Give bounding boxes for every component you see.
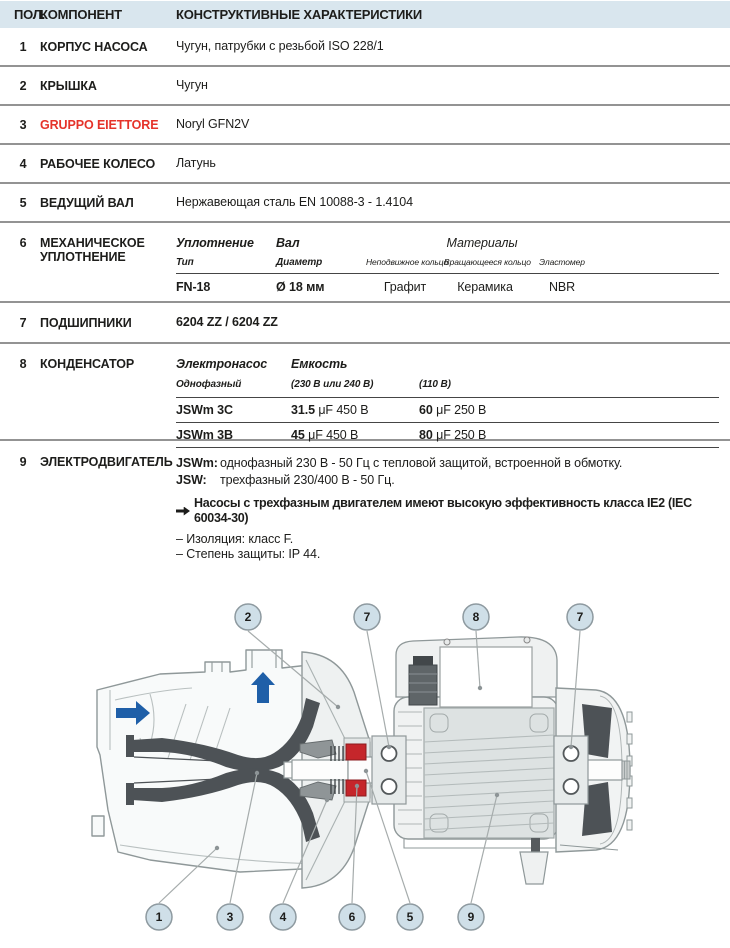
table-row — [0, 184, 730, 223]
component-value: Латунь — [176, 156, 216, 170]
component-label: КОРПУС НАСОСА — [40, 39, 148, 54]
callout-3 — [217, 904, 243, 930]
seal-material-value: Керамика — [457, 280, 513, 294]
component-label: МЕХАНИЧЕСКОЕ УПЛОТНЕНИЕ — [40, 236, 145, 264]
divider — [176, 447, 719, 448]
seal-subheader: Эластомер — [539, 257, 585, 267]
capacitor-subheader: (230 В или 240 В) — [291, 379, 374, 390]
capacitance-110v: 60 μF 250 В — [419, 403, 487, 417]
callout-1 — [146, 904, 172, 930]
capacitor-subtable — [176, 357, 719, 452]
seal-subtable — [176, 236, 719, 295]
divider — [176, 397, 719, 398]
capacitor-col-header: Электронасос — [176, 357, 268, 371]
seal-subheader: Диаметр — [276, 257, 323, 268]
divider — [176, 422, 719, 423]
component-label: КРЫШКА — [40, 78, 97, 93]
seal-subheader: Вращающееся кольцо — [444, 257, 531, 267]
callout-4 — [270, 904, 296, 930]
svg-text:3: 3 — [226, 910, 234, 924]
motor-spec-line: JSWm: однофазный 230 В - 50 Гц с тепловой защитой, встроенной в обмотку. — [176, 456, 623, 470]
component-label: РАБОЧЕЕ КОЛЕСО — [40, 156, 156, 171]
capacitance-230v: 45 μF 450 В — [291, 428, 359, 442]
capacitance-230v: 31.5 μF 450 В — [291, 403, 369, 417]
seal-materials-header: Материалы — [446, 236, 518, 250]
svg-text:5: 5 — [406, 910, 414, 924]
seal-subheader: Тип — [176, 257, 194, 268]
shaft-end — [622, 761, 630, 779]
svg-text:2: 2 — [244, 610, 252, 624]
component-value: Чугун, патрубки с резьбой ISO 228/1 — [176, 39, 384, 53]
callout-5 — [397, 904, 423, 930]
capacitor-subheader: (110 В) — [419, 379, 451, 390]
seal-subheader: Неподвижное кольцо — [366, 257, 449, 267]
component-label: ВЕДУЩИЙ ВАЛ — [40, 195, 134, 210]
seal-type-value: FN-18 — [176, 280, 211, 294]
component-label: ПОДШИПНИКИ — [40, 315, 132, 330]
table-header — [0, 1, 730, 28]
row-number: 5 — [19, 195, 27, 210]
component-label: КОНДЕНСАТОР — [40, 357, 135, 371]
svg-text:1: 1 — [155, 910, 163, 924]
component-label: ЭЛЕКТРОДВИГАТЕЛЬ — [40, 455, 173, 469]
row-number: 2 — [19, 78, 27, 93]
row-number: 6 — [19, 236, 27, 250]
efficiency-note: Насосы с трехфазным двигателем имеют высокую эффективность класса IE2 (IEC 60034-30) — [176, 496, 730, 526]
header-component: КОМПОНЕНТ — [40, 7, 122, 22]
table-row-mechanical-seal — [0, 223, 730, 303]
table-row — [0, 28, 730, 67]
callout-8 — [463, 604, 489, 630]
svg-text:4: 4 — [279, 910, 287, 924]
component-value: Нержавеющая сталь EN 10088-3 - 1.4104 — [176, 195, 413, 209]
header-pos: ПОЛ. — [14, 7, 46, 22]
svg-text:9: 9 — [467, 910, 475, 924]
capacitance-110v: 80 μF 250 В — [419, 428, 487, 442]
callout-2 — [235, 604, 261, 630]
row-number: 7 — [19, 315, 27, 330]
model-name: JSWm 3B — [176, 428, 233, 442]
component-value: Чугун — [176, 78, 208, 92]
capacitor-subheader: Однофазный — [176, 379, 242, 390]
row-number: 1 — [19, 39, 27, 54]
row-number: 3 — [19, 117, 27, 132]
callout-7-rear — [567, 604, 593, 630]
table-row — [0, 106, 730, 145]
callout-7-front — [354, 604, 380, 630]
row-number: 4 — [19, 156, 27, 171]
motor-foot — [520, 838, 548, 884]
motor-spec-line: JSW: трехфазный 230/400 В - 50 Гц. — [176, 473, 395, 487]
callout-9 — [458, 904, 484, 930]
component-value: 6204 ZZ / 6204 ZZ — [176, 315, 278, 329]
divider — [176, 273, 719, 274]
callout-6 — [339, 904, 365, 930]
row-number: 9 — [19, 455, 27, 469]
seal-material-value: NBR — [548, 280, 576, 294]
svg-text:8: 8 — [472, 610, 480, 624]
table-row-motor — [0, 441, 730, 561]
capacitor-col-header: Емкость — [291, 357, 348, 371]
table-row — [0, 67, 730, 106]
seal-col-header: Вал — [276, 236, 300, 250]
svg-text:6: 6 — [348, 910, 356, 924]
seal-diameter-value: Ø 18 мм — [276, 280, 325, 294]
component-value: Noryl GFN2V — [176, 117, 250, 131]
model-name: JSWm 3C — [176, 403, 233, 417]
table-row — [0, 303, 730, 344]
row-number: 8 — [19, 357, 27, 371]
component-label-red: GRUPPO EIETTORE — [40, 117, 159, 132]
svg-text:7: 7 — [576, 610, 584, 624]
header-characteristics: КОНСТРУКТИВНЫЕ ХАРАКТЕРИСТИКИ — [176, 7, 423, 22]
insulation-note: – Изоляция: класс F. — [176, 532, 294, 546]
svg-text:7: 7 — [363, 610, 371, 624]
stator-rotor — [424, 708, 554, 838]
table-row — [0, 145, 730, 184]
arrow-right-icon — [176, 507, 190, 516]
seal-material-value: Графит — [383, 280, 427, 294]
pump-cross-section-diagram — [0, 585, 730, 948]
seal-col-header: Уплотнение — [176, 236, 254, 250]
table-row-capacitor — [0, 344, 730, 441]
protection-note: – Степень защиты: IP 44. — [176, 547, 321, 561]
